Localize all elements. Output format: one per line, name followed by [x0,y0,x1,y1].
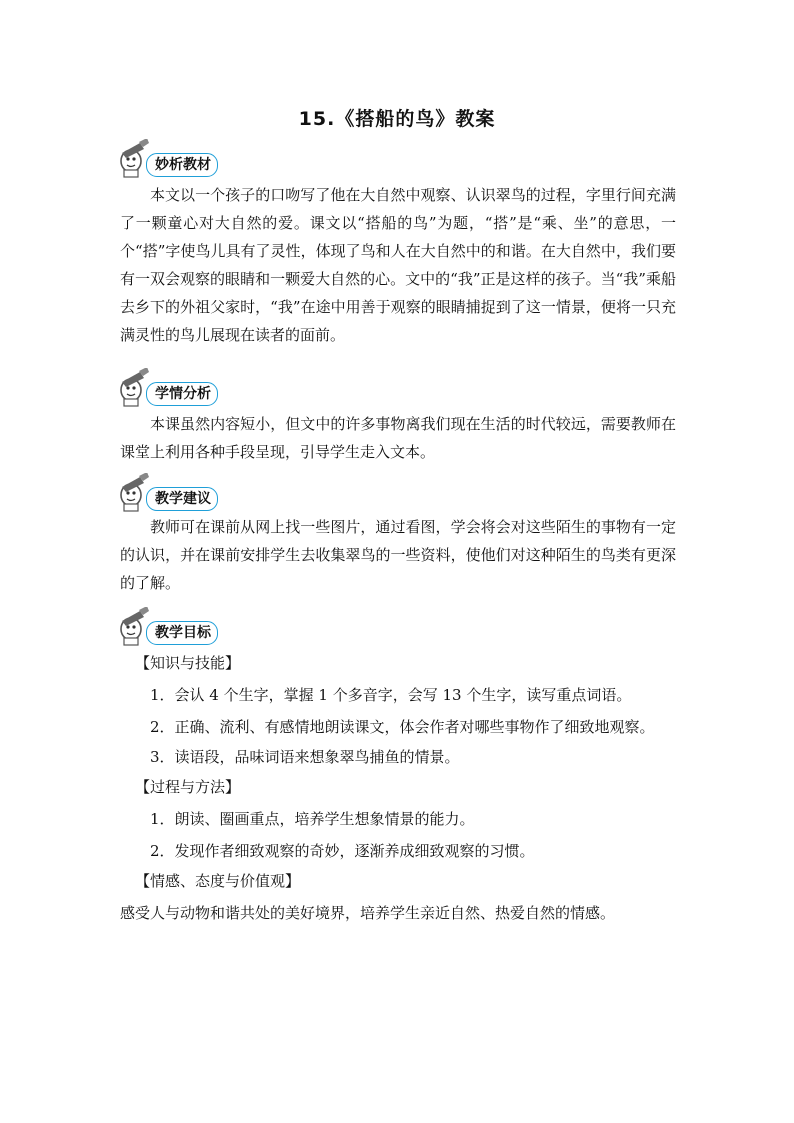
list-item: 2．发现作者细致观察的奇妙，逐渐养成细致观察的习惯。 [150,842,535,860]
section-label: 教学目标 [146,621,218,645]
section-paragraph: 本课虽然内容短小，但文中的许多事物离我们现在生活的时代较远，需要教师在课堂上利用各种手段呈现，引导学生走入文本。 [120,415,676,461]
section-header-student-analysis [118,368,318,408]
section-label: 教学建议 [146,487,218,511]
section-label: 妙析教材 [146,153,218,177]
subheading-knowledge: 【知识与技能】 [135,654,241,672]
section-label: 学情分析 [146,382,218,406]
page-title: 15.《搭船的鸟》教案 [298,108,496,130]
section-header-teaching-advice [118,473,318,513]
section-header-teaching-goals [118,607,318,647]
list-item: 2．正确、流利、有感情地朗读课文，体会作者对哪些事物作了细致地观察。 [150,718,655,736]
section-paragraph: 感受人与动物和谐共处的美好境界，培养学生亲近自然、热爱自然的情感。 [120,904,616,922]
subheading-process: 【过程与方法】 [135,778,241,796]
list-item: 1．会认 4 个生字，掌握 1 个多音字，会写 13 个生字，读写重点词语。 [150,686,632,704]
section-header-material [118,139,318,179]
subheading-emotion: 【情感、态度与价值观】 [135,872,301,890]
list-item: 3．读语段，品味词语来想象翠鸟捕鱼的情景。 [150,748,460,766]
list-item: 1．朗读、圈画重点，培养学生想象情景的能力。 [150,810,475,828]
section-paragraph: 本文以一个孩子的口吻写了他在大自然中观察、认识翠鸟的过程，字里行间充满了一颗童心对大自然的爱。课文以“搭船的鸟”为题，“搭”是“乘、坐”的意思，一个“搭”字使鸟儿具有了灵性，体现了鸟和人在大自然中的和谐。在大自然中，我们要有一双会观察的眼睛和一颗爱大自然的心。文中的“我”正是这样的孩子。当“我”乘船去乡下的外祖父家时，“我”在途中用善于观察的眼睛捕捉到了这一情景，便将一只充满灵性的鸟儿展现在读者的面前。 [120,186,676,344]
section-paragraph: 教师可在课前从网上找一些图片，通过看图，学会将会对这些陌生的事物有一定的认识，并在课前安排学生去收集翠鸟的一些资料，使他们对这种陌生的鸟类有更深的了解。 [120,518,676,592]
